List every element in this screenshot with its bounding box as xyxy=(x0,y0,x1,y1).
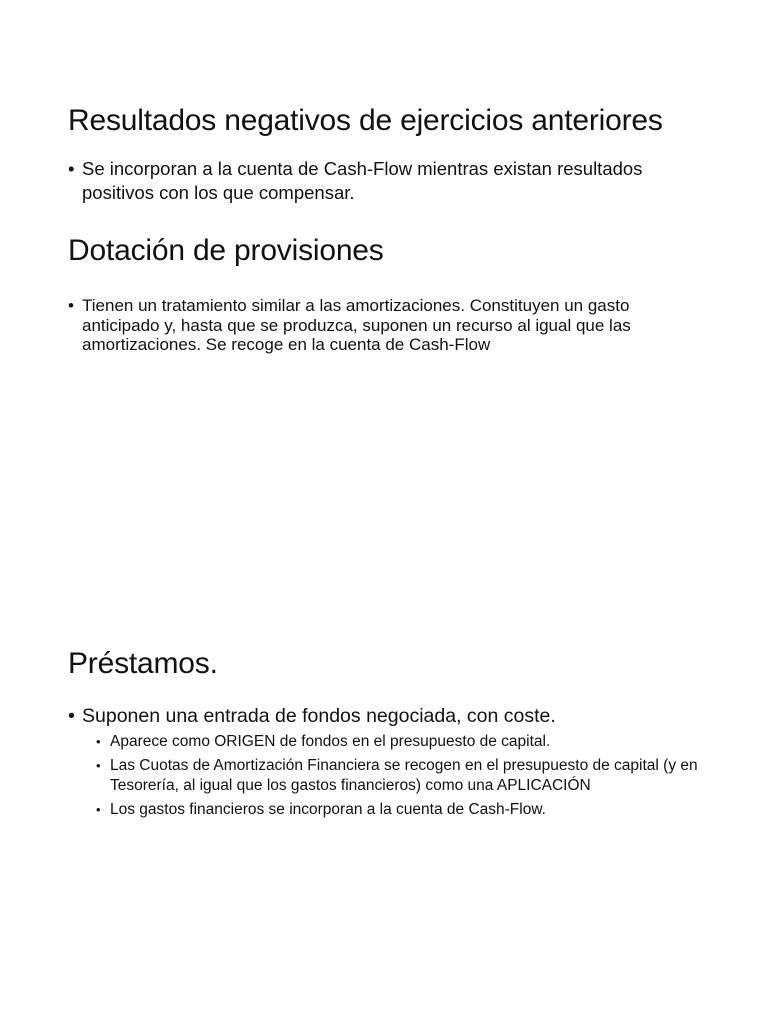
section-title: Resultados negativos de ejercicios anteriores xyxy=(68,104,663,137)
sub-bullet-item: • Las Cuotas de Amortización Financiera se recogen en el presupuesto de capital (y en Tesorería, al igual que los gastos financieros) como una APLICACIÓN xyxy=(96,756,708,796)
sub-bullet-item: • Los gastos financieros se incorporan a la cuenta de Cash-Flow. xyxy=(96,800,708,820)
sub-bullet-list xyxy=(82,732,708,820)
bullet-list xyxy=(68,157,708,205)
bullet-list xyxy=(68,704,708,820)
bullet-item: • Se incorporan a la cuenta de Cash-Flow mientras existan resultados positivos con los que compensar. xyxy=(68,157,708,205)
section-prestamos xyxy=(68,646,708,820)
bullet-text: Suponen una entrada de fondos negociada, con coste. xyxy=(82,705,556,727)
bullet-list xyxy=(68,296,708,355)
sub-bullet-item: • Aparece como ORIGEN de fondos en el presupuesto de capital. xyxy=(96,732,708,752)
bullet-item xyxy=(68,704,708,820)
section-dotacion-provisiones xyxy=(68,233,708,355)
section-title: Dotación de provisiones xyxy=(68,234,384,267)
section-resultados-negativos xyxy=(68,103,708,205)
section-title: Préstamos. xyxy=(68,647,218,680)
bullet-item: • Tienen un tratamiento similar a las amortizaciones. Constituyen un gasto anticipado y, hasta que se produzca, suponen un recurso al igual que las amortizaciones. Se recoge en la cuenta de Cash-Flow xyxy=(68,296,708,355)
